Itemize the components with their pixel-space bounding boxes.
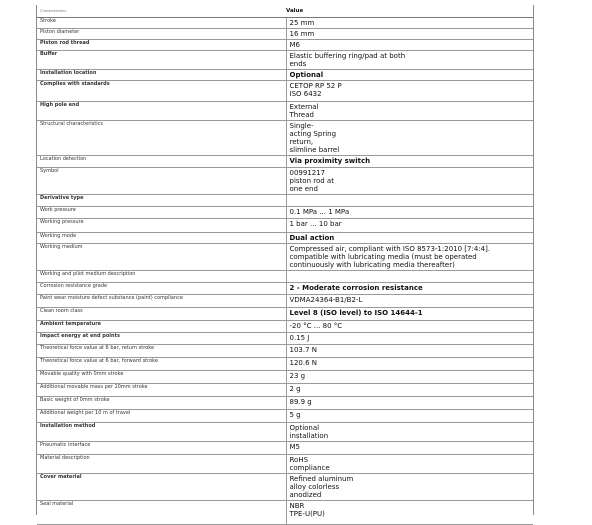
row-label: Seal material: [37, 501, 286, 525]
row-value-line: 1 bar ... 10 bar: [289, 220, 342, 228]
table-row: [37, 410, 533, 423]
table-header: [37, 5, 533, 18]
table-row: [37, 40, 533, 51]
row-value-line: 103.7 N: [289, 346, 318, 354]
row-value: [286, 156, 533, 168]
row-label: Location detection: [37, 156, 286, 168]
row-label: Derivative type: [37, 195, 286, 207]
row-label: Theoretical force value at 6 bar, return stroke: [37, 345, 286, 358]
table-row: [37, 474, 533, 501]
spec-sheet: [36, 5, 534, 518]
table-row: [37, 321, 533, 333]
row-value: [286, 384, 533, 397]
row-value-line: alloy colorless: [289, 483, 340, 491]
row-value-line: continuously with lubricating media thereafter): [289, 261, 455, 269]
table-row: [37, 18, 533, 29]
row-value-line: CETOP RP 52 P: [289, 82, 342, 90]
row-value-line: acting Spring: [289, 130, 337, 138]
row-value-line: Compressed air, compliant with ISO 8573-1:2010 [7:4:4].: [289, 245, 491, 253]
row-value-line: piston rod at: [289, 177, 334, 185]
row-value: [286, 442, 533, 455]
row-label: Structural characteristics: [37, 121, 286, 156]
row-value-line: one end: [289, 185, 318, 193]
row-value: [286, 102, 533, 121]
row-value: [286, 474, 533, 501]
table-row: [37, 121, 533, 156]
table-row: [37, 295, 533, 308]
row-value: [286, 81, 533, 102]
row-value-line: M6: [289, 41, 300, 49]
row-label: Clean room class: [37, 308, 286, 321]
row-value-line: Optional: [289, 71, 324, 79]
table-row: [37, 207, 533, 219]
row-value-line: slimline barrel: [289, 146, 340, 154]
row-value: [286, 295, 533, 308]
table-row: [37, 70, 533, 81]
row-label: Basic weight of 0mm stroke: [37, 397, 286, 410]
row-value-line: installation: [289, 432, 329, 440]
row-value: [286, 283, 533, 295]
table-row: [37, 384, 533, 397]
table-row: [37, 308, 533, 321]
row-label: Working medium: [37, 244, 286, 271]
spec-table: [37, 18, 533, 525]
row-value: [286, 207, 533, 219]
row-value: [286, 51, 533, 70]
row-value-line: External: [289, 103, 319, 111]
row-value-line: Thread: [289, 111, 314, 119]
row-value-line: Elastic buffering ring/pad at both: [289, 52, 406, 60]
row-value-line: Single-: [289, 122, 314, 130]
row-label: Complies with standards: [37, 81, 286, 102]
row-value: [286, 244, 533, 271]
row-value-line: 23 g: [289, 372, 306, 380]
row-label: Cover material: [37, 474, 286, 501]
table-row: [37, 244, 533, 271]
row-value-line: 0.1 MPa ... 1 MPa: [289, 208, 350, 216]
table-row: [37, 219, 533, 233]
row-value-line: M5: [289, 443, 300, 451]
row-value: [286, 40, 533, 51]
row-label: Material description: [37, 455, 286, 474]
row-value: [286, 345, 533, 358]
row-value: [286, 455, 533, 474]
row-value: [286, 358, 533, 371]
row-label: Additional weight per 10 m of travel: [37, 410, 286, 423]
row-value: [286, 70, 533, 81]
row-value: [286, 168, 533, 195]
row-value-line: RoHS: [289, 456, 309, 464]
header-value: Value: [286, 8, 304, 14]
row-value-line: anodized: [289, 491, 322, 499]
row-value-line: TPE-U(PU): [289, 510, 325, 518]
row-label: Pneumatic interface: [37, 442, 286, 455]
row-label: Ambient temperature: [37, 321, 286, 333]
table-row: [37, 81, 533, 102]
row-label: Additional movable mass per 10mm stroke: [37, 384, 286, 397]
row-value-line: Level 8 (ISO level) to ISO 14644-1: [289, 309, 423, 317]
row-value-line: ISO 6432: [289, 90, 322, 98]
row-value-line: 2 g: [289, 385, 301, 393]
row-value-line: ends: [289, 60, 307, 68]
row-label: Working and pilot medium description: [37, 271, 286, 283]
row-label: Stroke: [37, 18, 286, 29]
row-value-line: Via proximity switch: [289, 157, 371, 165]
row-value-line: 16 mm: [289, 30, 315, 38]
row-value-line: 5 g: [289, 411, 301, 419]
row-value: [286, 371, 533, 384]
row-value: [286, 410, 533, 423]
row-label: Work pressure: [37, 207, 286, 219]
table-row: [37, 345, 533, 358]
table-row: [37, 358, 533, 371]
row-value: [286, 321, 533, 333]
row-value-line: Dual action: [289, 234, 335, 242]
row-value-line: return,: [289, 138, 314, 146]
row-value-line: 89.9 g: [289, 398, 312, 406]
table-row: [37, 371, 533, 384]
row-value: [286, 308, 533, 321]
header-feature: Characteristics: [40, 9, 67, 13]
row-value-line: 2 - Moderate corrosion resistance: [289, 284, 423, 292]
row-value: [286, 423, 533, 442]
table-row: [37, 455, 533, 474]
row-value-line: compatible with lubricating media (must be operated: [289, 253, 477, 261]
row-value: [286, 29, 533, 40]
row-value: [286, 195, 533, 207]
table-row: [37, 102, 533, 121]
table-row: [37, 29, 533, 40]
row-value-line: -20 °C ... 80 °C: [289, 322, 343, 330]
table-row: [37, 168, 533, 195]
row-value-line: 0.15 J: [289, 334, 310, 342]
row-value: [286, 219, 533, 233]
table-row: [37, 195, 533, 207]
row-value: [286, 18, 533, 29]
row-label: Piston rod thread: [37, 40, 286, 51]
row-value-line: Refined aluminum: [289, 475, 354, 483]
row-label: Paint wear moisture defect substance (paint) compliance: [37, 295, 286, 308]
row-label: Impact energy at end points: [37, 333, 286, 345]
row-value-line: Optional: [289, 424, 320, 432]
table-row: [37, 397, 533, 410]
row-label: Piston diameter: [37, 29, 286, 40]
row-value: [286, 501, 533, 525]
table-row: [37, 423, 533, 442]
row-value-line: VDMA24364-B1/B2-L: [289, 296, 363, 304]
table-row: [37, 333, 533, 345]
row-value: [286, 271, 533, 283]
row-value-line: NBR: [289, 502, 305, 510]
row-label: High pole end: [37, 102, 286, 121]
row-value-line: compliance: [289, 464, 330, 472]
row-value-line: 120.6 N: [289, 359, 318, 367]
row-value: [286, 333, 533, 345]
row-value: [286, 397, 533, 410]
table-row: [37, 501, 533, 525]
row-value-line: 00991217: [289, 169, 326, 177]
row-label: Installation location: [37, 70, 286, 81]
table-row: [37, 442, 533, 455]
row-label: Working pressure: [37, 219, 286, 233]
row-label: Symbol: [37, 168, 286, 195]
table-row: [37, 233, 533, 244]
row-value: [286, 121, 533, 156]
row-label: Buffer: [37, 51, 286, 70]
row-label: Theoretical force value at 6 bar, forward stroke: [37, 358, 286, 371]
row-value: [286, 233, 533, 244]
table-row: [37, 271, 533, 283]
row-value-line: 25 mm: [289, 19, 315, 27]
row-label: Installation method: [37, 423, 286, 442]
row-label: Movable quality with 0mm stroke: [37, 371, 286, 384]
table-row: [37, 51, 533, 70]
row-label: Working mode: [37, 233, 286, 244]
row-label: Corrosion resistance grade: [37, 283, 286, 295]
table-row: [37, 156, 533, 168]
table-row: [37, 283, 533, 295]
